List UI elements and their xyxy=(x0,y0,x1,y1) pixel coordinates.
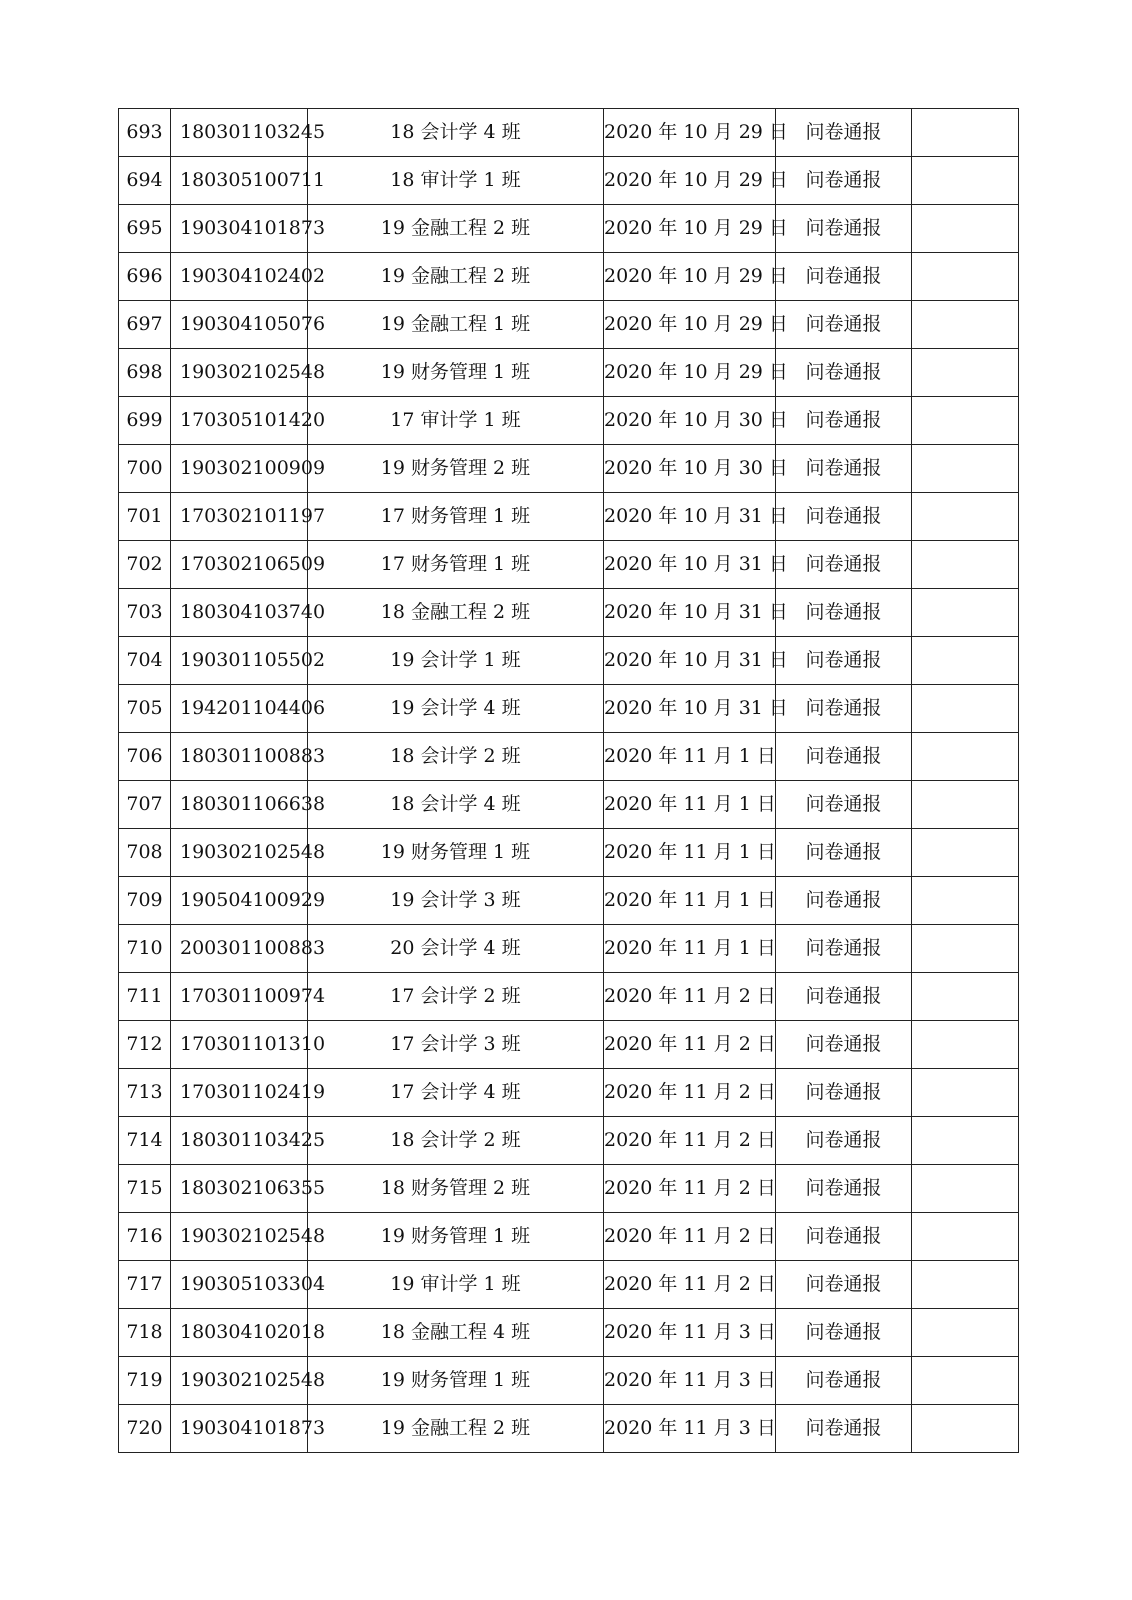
student-id-cell: 180302106355 xyxy=(171,1165,308,1213)
table-row xyxy=(119,1309,1019,1357)
note-cell xyxy=(912,637,1019,685)
note-cell xyxy=(912,781,1019,829)
note-cell xyxy=(912,349,1019,397)
class-name-cell: 17 财务管理 1 班 xyxy=(308,541,604,589)
class-name-cell: 19 财务管理 2 班 xyxy=(308,445,604,493)
date-cell: 2020 年 10 月 29 日 xyxy=(604,301,776,349)
row-number-cell: 697 xyxy=(119,301,171,349)
row-number-cell: 712 xyxy=(119,1021,171,1069)
date-cell: 2020 年 10 月 29 日 xyxy=(604,253,776,301)
table-row xyxy=(119,1165,1019,1213)
report-method-cell: 问卷通报 xyxy=(776,349,912,397)
note-cell xyxy=(912,253,1019,301)
report-method-cell: 问卷通报 xyxy=(776,1261,912,1309)
note-cell xyxy=(912,301,1019,349)
student-id-cell: 190302100909 xyxy=(171,445,308,493)
date-cell: 2020 年 11 月 2 日 xyxy=(604,1213,776,1261)
report-method-cell: 问卷通报 xyxy=(776,1213,912,1261)
report-method-cell: 问卷通报 xyxy=(776,781,912,829)
student-id-cell: 170302101197 xyxy=(171,493,308,541)
class-name-cell: 18 会计学 4 班 xyxy=(308,109,604,157)
table-row xyxy=(119,397,1019,445)
report-method-cell: 问卷通报 xyxy=(776,157,912,205)
student-id-cell: 190302102548 xyxy=(171,1357,308,1405)
row-number-cell: 704 xyxy=(119,637,171,685)
class-name-cell: 18 会计学 4 班 xyxy=(308,781,604,829)
note-cell xyxy=(912,685,1019,733)
student-id-cell: 170301100974 xyxy=(171,973,308,1021)
class-name-cell: 19 金融工程 1 班 xyxy=(308,301,604,349)
report-method-cell: 问卷通报 xyxy=(776,637,912,685)
note-cell xyxy=(912,1021,1019,1069)
date-cell: 2020 年 11 月 2 日 xyxy=(604,1069,776,1117)
class-name-cell: 19 会计学 1 班 xyxy=(308,637,604,685)
date-cell: 2020 年 10 月 31 日 xyxy=(604,589,776,637)
student-id-cell: 180301100883 xyxy=(171,733,308,781)
note-cell xyxy=(912,157,1019,205)
row-number-cell: 706 xyxy=(119,733,171,781)
student-id-cell: 170305101420 xyxy=(171,397,308,445)
row-number-cell: 698 xyxy=(119,349,171,397)
row-number-cell: 701 xyxy=(119,493,171,541)
student-id-cell: 190304105076 xyxy=(171,301,308,349)
date-cell: 2020 年 10 月 29 日 xyxy=(604,109,776,157)
note-cell xyxy=(912,733,1019,781)
record-table xyxy=(118,108,1019,1453)
table-row xyxy=(119,1069,1019,1117)
note-cell xyxy=(912,109,1019,157)
class-name-cell: 17 审计学 1 班 xyxy=(308,397,604,445)
student-id-cell: 180304103740 xyxy=(171,589,308,637)
date-cell: 2020 年 10 月 30 日 xyxy=(604,397,776,445)
class-name-cell: 19 金融工程 2 班 xyxy=(308,205,604,253)
student-id-cell: 190304101873 xyxy=(171,205,308,253)
student-id-cell: 190504100929 xyxy=(171,877,308,925)
table-row xyxy=(119,541,1019,589)
row-number-cell: 700 xyxy=(119,445,171,493)
class-name-cell: 17 会计学 2 班 xyxy=(308,973,604,1021)
table-row xyxy=(119,1261,1019,1309)
note-cell xyxy=(912,205,1019,253)
report-method-cell: 问卷通报 xyxy=(776,493,912,541)
student-id-cell: 190302102548 xyxy=(171,1213,308,1261)
student-id-cell: 194201104406 xyxy=(171,685,308,733)
note-cell xyxy=(912,541,1019,589)
date-cell: 2020 年 11 月 3 日 xyxy=(604,1309,776,1357)
date-cell: 2020 年 10 月 30 日 xyxy=(604,445,776,493)
student-id-cell: 180305100711 xyxy=(171,157,308,205)
note-cell xyxy=(912,589,1019,637)
row-number-cell: 693 xyxy=(119,109,171,157)
report-method-cell: 问卷通报 xyxy=(776,301,912,349)
table-row xyxy=(119,205,1019,253)
class-name-cell: 17 会计学 4 班 xyxy=(308,1069,604,1117)
report-method-cell: 问卷通报 xyxy=(776,973,912,1021)
row-number-cell: 715 xyxy=(119,1165,171,1213)
report-method-cell: 问卷通报 xyxy=(776,1405,912,1453)
table-row xyxy=(119,781,1019,829)
report-method-cell: 问卷通报 xyxy=(776,205,912,253)
date-cell: 2020 年 11 月 1 日 xyxy=(604,877,776,925)
report-method-cell: 问卷通报 xyxy=(776,1357,912,1405)
note-cell xyxy=(912,973,1019,1021)
date-cell: 2020 年 11 月 2 日 xyxy=(604,1165,776,1213)
row-number-cell: 719 xyxy=(119,1357,171,1405)
row-number-cell: 717 xyxy=(119,1261,171,1309)
student-id-cell: 190302102548 xyxy=(171,829,308,877)
date-cell: 2020 年 10 月 31 日 xyxy=(604,637,776,685)
row-number-cell: 705 xyxy=(119,685,171,733)
table-body xyxy=(119,109,1019,1453)
student-id-cell: 170301102419 xyxy=(171,1069,308,1117)
note-cell xyxy=(912,1405,1019,1453)
table-row xyxy=(119,109,1019,157)
table-row xyxy=(119,1117,1019,1165)
report-method-cell: 问卷通报 xyxy=(776,109,912,157)
row-number-cell: 720 xyxy=(119,1405,171,1453)
row-number-cell: 703 xyxy=(119,589,171,637)
student-id-cell: 190302102548 xyxy=(171,349,308,397)
row-number-cell: 711 xyxy=(119,973,171,1021)
row-number-cell: 710 xyxy=(119,925,171,973)
table-row xyxy=(119,637,1019,685)
note-cell xyxy=(912,877,1019,925)
table-row xyxy=(119,733,1019,781)
class-name-cell: 19 金融工程 2 班 xyxy=(308,253,604,301)
table-row xyxy=(119,157,1019,205)
date-cell: 2020 年 11 月 3 日 xyxy=(604,1405,776,1453)
note-cell xyxy=(912,397,1019,445)
report-method-cell: 问卷通报 xyxy=(776,1165,912,1213)
date-cell: 2020 年 11 月 1 日 xyxy=(604,781,776,829)
report-method-cell: 问卷通报 xyxy=(776,829,912,877)
student-id-cell: 180301106638 xyxy=(171,781,308,829)
class-name-cell: 18 会计学 2 班 xyxy=(308,1117,604,1165)
class-name-cell: 18 会计学 2 班 xyxy=(308,733,604,781)
row-number-cell: 702 xyxy=(119,541,171,589)
report-method-cell: 问卷通报 xyxy=(776,925,912,973)
student-id-cell: 180301103245 xyxy=(171,109,308,157)
student-id-cell: 180301103425 xyxy=(171,1117,308,1165)
table-row xyxy=(119,1021,1019,1069)
student-id-cell: 190304101873 xyxy=(171,1405,308,1453)
student-id-cell: 190305103304 xyxy=(171,1261,308,1309)
date-cell: 2020 年 11 月 2 日 xyxy=(604,1021,776,1069)
report-method-cell: 问卷通报 xyxy=(776,253,912,301)
class-name-cell: 20 会计学 4 班 xyxy=(308,925,604,973)
table-row xyxy=(119,829,1019,877)
table-row xyxy=(119,685,1019,733)
row-number-cell: 695 xyxy=(119,205,171,253)
report-method-cell: 问卷通报 xyxy=(776,397,912,445)
class-name-cell: 17 会计学 3 班 xyxy=(308,1021,604,1069)
date-cell: 2020 年 10 月 29 日 xyxy=(604,349,776,397)
class-name-cell: 19 审计学 1 班 xyxy=(308,1261,604,1309)
report-method-cell: 问卷通报 xyxy=(776,589,912,637)
report-method-cell: 问卷通报 xyxy=(776,1309,912,1357)
note-cell xyxy=(912,445,1019,493)
class-name-cell: 19 金融工程 2 班 xyxy=(308,1405,604,1453)
table-row xyxy=(119,1213,1019,1261)
date-cell: 2020 年 11 月 1 日 xyxy=(604,925,776,973)
student-id-cell: 190304102402 xyxy=(171,253,308,301)
report-method-cell: 问卷通报 xyxy=(776,1021,912,1069)
table-row xyxy=(119,349,1019,397)
report-method-cell: 问卷通报 xyxy=(776,541,912,589)
row-number-cell: 716 xyxy=(119,1213,171,1261)
date-cell: 2020 年 10 月 31 日 xyxy=(604,493,776,541)
class-name-cell: 19 财务管理 1 班 xyxy=(308,349,604,397)
note-cell xyxy=(912,1261,1019,1309)
table-row xyxy=(119,973,1019,1021)
row-number-cell: 699 xyxy=(119,397,171,445)
row-number-cell: 708 xyxy=(119,829,171,877)
class-name-cell: 18 财务管理 2 班 xyxy=(308,1165,604,1213)
date-cell: 2020 年 11 月 2 日 xyxy=(604,1117,776,1165)
row-number-cell: 718 xyxy=(119,1309,171,1357)
row-number-cell: 709 xyxy=(119,877,171,925)
note-cell xyxy=(912,925,1019,973)
date-cell: 2020 年 11 月 2 日 xyxy=(604,1261,776,1309)
date-cell: 2020 年 10 月 31 日 xyxy=(604,541,776,589)
table-row xyxy=(119,589,1019,637)
report-method-cell: 问卷通报 xyxy=(776,445,912,493)
note-cell xyxy=(912,1165,1019,1213)
class-name-cell: 19 财务管理 1 班 xyxy=(308,1357,604,1405)
row-number-cell: 696 xyxy=(119,253,171,301)
table-row xyxy=(119,1405,1019,1453)
report-method-cell: 问卷通报 xyxy=(776,1117,912,1165)
note-cell xyxy=(912,1117,1019,1165)
student-id-cell: 200301100883 xyxy=(171,925,308,973)
report-method-cell: 问卷通报 xyxy=(776,877,912,925)
class-name-cell: 18 审计学 1 班 xyxy=(308,157,604,205)
note-cell xyxy=(912,1309,1019,1357)
student-id-cell: 170301101310 xyxy=(171,1021,308,1069)
date-cell: 2020 年 11 月 2 日 xyxy=(604,973,776,1021)
class-name-cell: 18 金融工程 4 班 xyxy=(308,1309,604,1357)
table-row xyxy=(119,1357,1019,1405)
row-number-cell: 714 xyxy=(119,1117,171,1165)
report-method-cell: 问卷通报 xyxy=(776,685,912,733)
date-cell: 2020 年 10 月 29 日 xyxy=(604,205,776,253)
class-name-cell: 19 财务管理 1 班 xyxy=(308,829,604,877)
date-cell: 2020 年 11 月 1 日 xyxy=(604,733,776,781)
table-row xyxy=(119,925,1019,973)
note-cell xyxy=(912,1213,1019,1261)
date-cell: 2020 年 10 月 31 日 xyxy=(604,685,776,733)
date-cell: 2020 年 10 月 29 日 xyxy=(604,157,776,205)
note-cell xyxy=(912,493,1019,541)
date-cell: 2020 年 11 月 1 日 xyxy=(604,829,776,877)
report-method-cell: 问卷通报 xyxy=(776,733,912,781)
table-row xyxy=(119,445,1019,493)
class-name-cell: 19 会计学 4 班 xyxy=(308,685,604,733)
report-method-cell: 问卷通报 xyxy=(776,1069,912,1117)
class-name-cell: 18 金融工程 2 班 xyxy=(308,589,604,637)
class-name-cell: 17 财务管理 1 班 xyxy=(308,493,604,541)
table-row xyxy=(119,253,1019,301)
student-id-cell: 170302106509 xyxy=(171,541,308,589)
student-id-cell: 190301105502 xyxy=(171,637,308,685)
date-cell: 2020 年 11 月 3 日 xyxy=(604,1357,776,1405)
table-row xyxy=(119,493,1019,541)
row-number-cell: 713 xyxy=(119,1069,171,1117)
note-cell xyxy=(912,1357,1019,1405)
table-row xyxy=(119,301,1019,349)
class-name-cell: 19 财务管理 1 班 xyxy=(308,1213,604,1261)
row-number-cell: 694 xyxy=(119,157,171,205)
student-id-cell: 180304102018 xyxy=(171,1309,308,1357)
note-cell xyxy=(912,829,1019,877)
note-cell xyxy=(912,1069,1019,1117)
class-name-cell: 19 会计学 3 班 xyxy=(308,877,604,925)
table-row xyxy=(119,877,1019,925)
row-number-cell: 707 xyxy=(119,781,171,829)
